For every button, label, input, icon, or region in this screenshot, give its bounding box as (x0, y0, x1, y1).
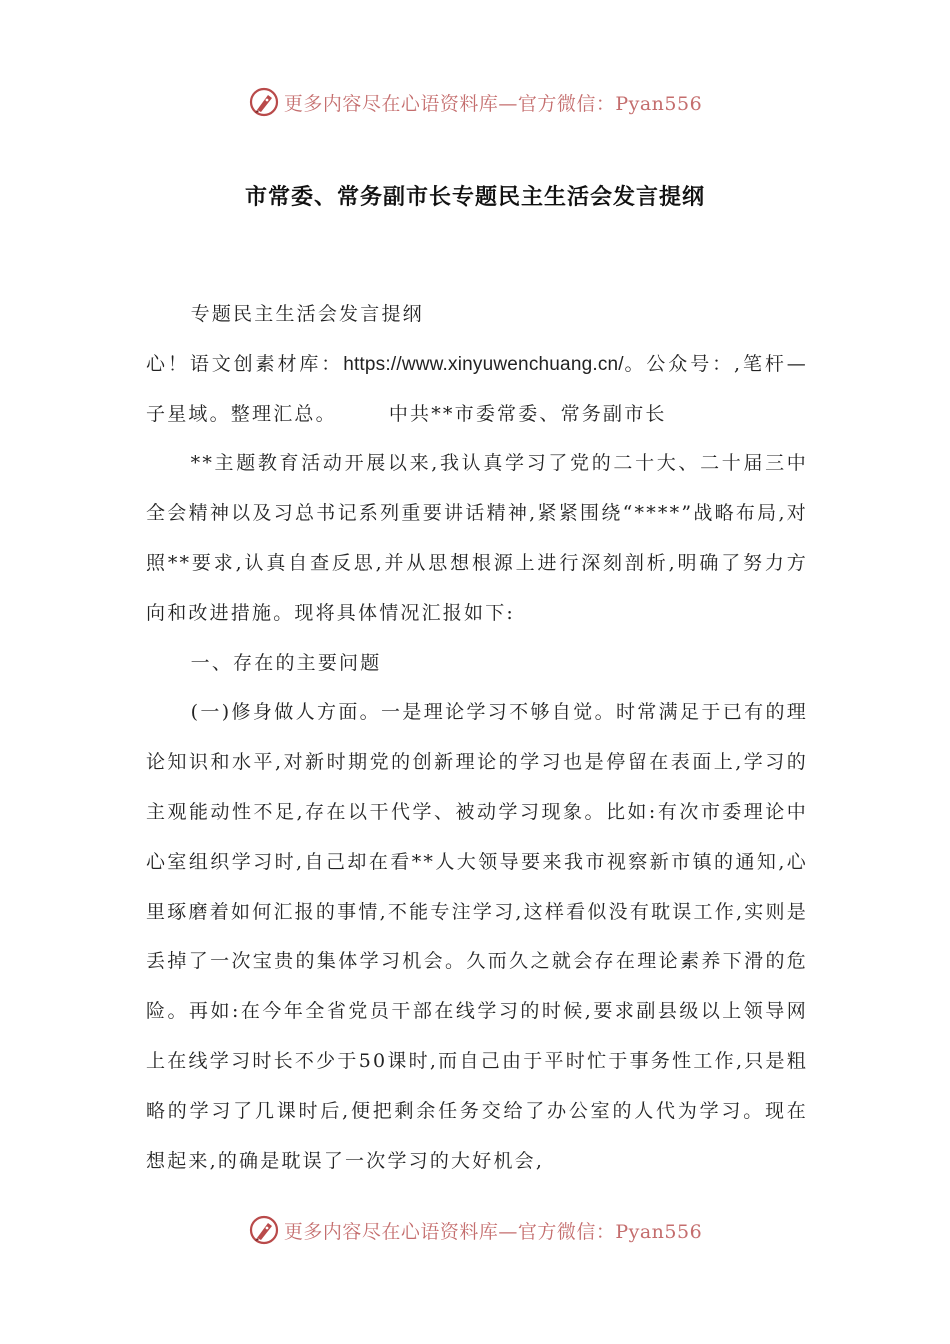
document-subtitle: 专题民主生活会发言提纲 (190, 303, 424, 325)
document-title: 市常委、常务副市长专题民主生活会发言提纲 (244, 184, 705, 210)
source-url: https://www.xinyuwenchuang.cn/ (343, 353, 624, 375)
header-banner-text: 更多内容尽在心语资料库—官方微信：Pyan556 (283, 92, 703, 115)
source-line (146, 340, 808, 440)
pen-nib-logo-icon (248, 1214, 280, 1246)
section1-paragraph: (一)修身做人方面。一是理论学习不够自觉。时常满足于已有的理论知识和水平,对新时期党的创新理论的学习也是停留在表面上,学习的主观能动性不足,存在以干代学、被动学习现象。比如:有次市委理论中心室组织学习时,自己却在看**人大领导要来我市视察新市镇的通知,心里琢磨着如何汇报的事情,不能专注学习,这样看似没有耽误工作,实则是丢掉了一次宝贵的集体学习机会。久而久之就会存在理论素养下滑的危险。再如:在今年全省党员干部在线学习的时候,要求副县级以上领导网上在线学习时长不少于50课时,而自己由于平时忙于事务性工作,只是粗略的学习了几课时后,便把剩余任务交给了办公室的人代为学习。现在想起来,的确是耽误了一次学习的大好机会, (146, 701, 808, 1172)
footer-banner (0, 1210, 950, 1250)
intro-paragraph: **主题教育活动开展以来,我认真学习了党的二十大、二十届三中全会精神以及习总书记系列重要讲话精神,紧紧围绕“****”战略布局,对照**要求,认真自查反思,并从思想根源上进行深刻剖析,明确了努力方向和改进措施。现将具体情况汇报如下: (146, 452, 808, 624)
source-suffix: 。公众号：,笔杆—子星域。整理汇总。 (146, 352, 808, 425)
speaker-line: 中共**市委常委、常务副市长 (388, 402, 667, 425)
source-prefix: 心！语文创素材库： (146, 352, 344, 375)
document-body (146, 290, 808, 1186)
header-banner (0, 82, 950, 122)
footer-banner-text: 更多内容尽在心语资料库—官方微信：Pyan556 (283, 1220, 703, 1243)
pen-nib-logo-icon (248, 86, 280, 118)
section1-heading: 一、存在的主要问题 (190, 651, 382, 674)
